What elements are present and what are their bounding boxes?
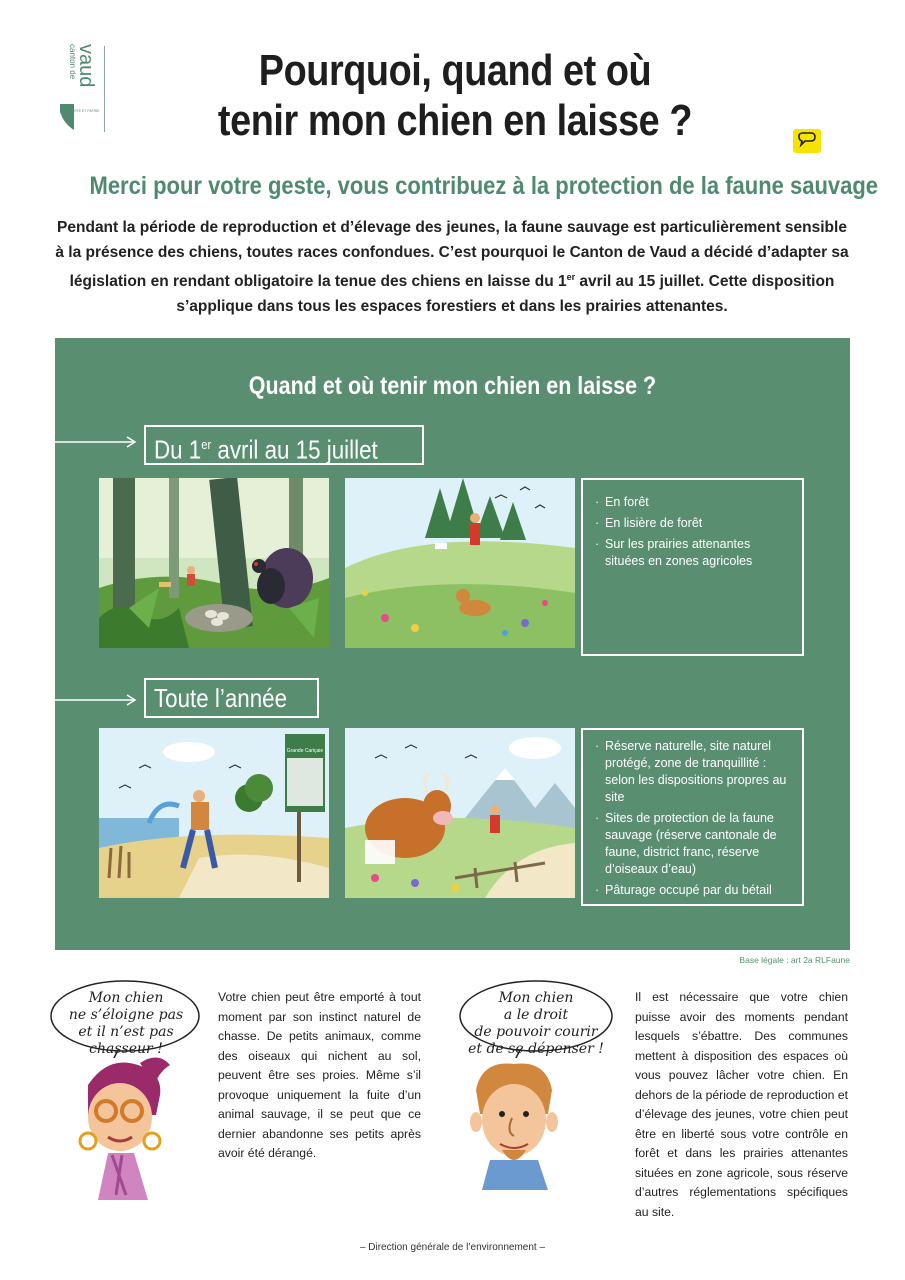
bubble-line: et de se dépenser !	[468, 1041, 604, 1057]
logo-motto: LIBERTÉ ET PATRIE	[66, 109, 100, 113]
arrow-right-icon	[55, 693, 137, 707]
list-item: · En forêt	[595, 494, 792, 511]
spring-locations-box	[581, 478, 804, 656]
period-spring-label	[144, 425, 424, 465]
page-title	[184, 46, 726, 146]
logo-line2: vaud	[75, 44, 97, 88]
bubble-line: et il n’est pas	[78, 1024, 174, 1040]
woman-character-illustration	[68, 1055, 178, 1200]
panel-title: Quand et où tenir mon chien en laisse ?	[248, 372, 657, 400]
sign-text: Grande Cariçaie	[286, 748, 324, 754]
bubble-line: a le droit	[503, 1007, 569, 1023]
list-item: · Sites de protection de la faune sauvage (réserve cantonale de faune, district franc, réserve d’oiseaux d’eau)	[595, 810, 792, 878]
period1-sup: er	[201, 437, 212, 452]
list-item: · Pâturage occupé par du bétail	[595, 882, 792, 899]
list-item: · En lisière de forêt	[595, 515, 792, 532]
right-column-text: Il est nécessaire que votre chien puisse avoir des moments pendant lesquels s’ébattre. Des communes mettent à disposition des espaces où vous pouvez lâcher votre chien. En dehors de la période de reproduction et d’élevage des jeunes, votre chien peut être en liberté sous votre contrôle en forêt et dans les prairies attenantes situées en zone agricole, sous réserve d’autres réglementations spécifiques au site.	[635, 990, 848, 1219]
logo-line1: canton de	[68, 44, 77, 80]
nature-reserve-illustration	[99, 728, 329, 898]
bubble-line: chasseur !	[89, 1041, 163, 1057]
intro-part2: avril au 15 juillet. Cette disposition s’applique dans tous les espaces forestiers et dans les prairies attenantes.	[176, 273, 835, 316]
period1-post: avril au 15 juillet	[211, 434, 378, 465]
canton-vaud-logo	[56, 42, 106, 134]
spring-locations-list	[595, 494, 792, 570]
intro-sup: er	[566, 272, 576, 282]
arrow-right-icon	[55, 435, 137, 449]
man-character-illustration	[462, 1060, 567, 1190]
period2-text: Toute l’année	[154, 683, 288, 713]
subtitle: Merci pour votre geste, vous contribuez à la protection de la faune sauvage	[89, 172, 879, 200]
footer: – Direction générale de l’environnement –	[359, 1242, 546, 1253]
period-all-year-label	[144, 678, 319, 718]
bubble-line: de pouvoir courir	[474, 1024, 598, 1040]
period1-pre: Du 1	[154, 434, 202, 465]
list-item: · Sur les prairies attenantes situées en zones agricoles	[595, 536, 792, 570]
title-line-2: tenir mon chien en laisse ?	[217, 96, 693, 145]
list-item: · Réserve naturelle, site naturel protégé, zone de tranquillité : selon les dispositions propres au site	[595, 738, 792, 806]
meadow-fawn-illustration	[345, 478, 575, 648]
title-line-1: Pourquoi, quand et où	[258, 46, 652, 95]
left-column-text: Votre chien peut être emporté à tout moment par son instinct naturel de chasse. De petits animaux, comme des oiseaux qui nichent au sol, peuvent être ses proies. Même s’il provoque uniquement la fuite d’un animal sauvage, il se peut que ce dernier abandonne ses petits après avoir été dérangé.	[218, 990, 421, 1160]
intro-paragraph	[52, 215, 852, 319]
bubble-left-text	[52, 990, 200, 1058]
bubble-right-text	[460, 990, 612, 1058]
forest-capercaillie-illustration	[99, 478, 329, 648]
year-round-locations-box	[581, 728, 804, 906]
logo-divider	[104, 46, 105, 132]
bubble-line: Mon chien	[498, 990, 574, 1006]
intro-part1: Pendant la période de reproduction et d’élevage des jeunes, la faune sauvage est particulièrement sensible à la présence des chiens, toutes races confondues. C’est pourquoi le Canton de Vaud a décidé d’adapter sa législation en rendant obligatoire la tenue des chiens en laisse du 1	[55, 219, 849, 291]
bubble-line: ne s’éloigne pas	[68, 1007, 184, 1023]
bubble-line: Mon chien	[88, 990, 164, 1006]
year-round-locations-list	[595, 738, 792, 899]
pasture-cow-illustration	[345, 728, 575, 898]
rules-panel	[55, 338, 850, 950]
legal-basis: Base légale : art 2a RLFaune	[739, 955, 850, 965]
speech-bubble-icon[interactable]	[792, 128, 822, 154]
